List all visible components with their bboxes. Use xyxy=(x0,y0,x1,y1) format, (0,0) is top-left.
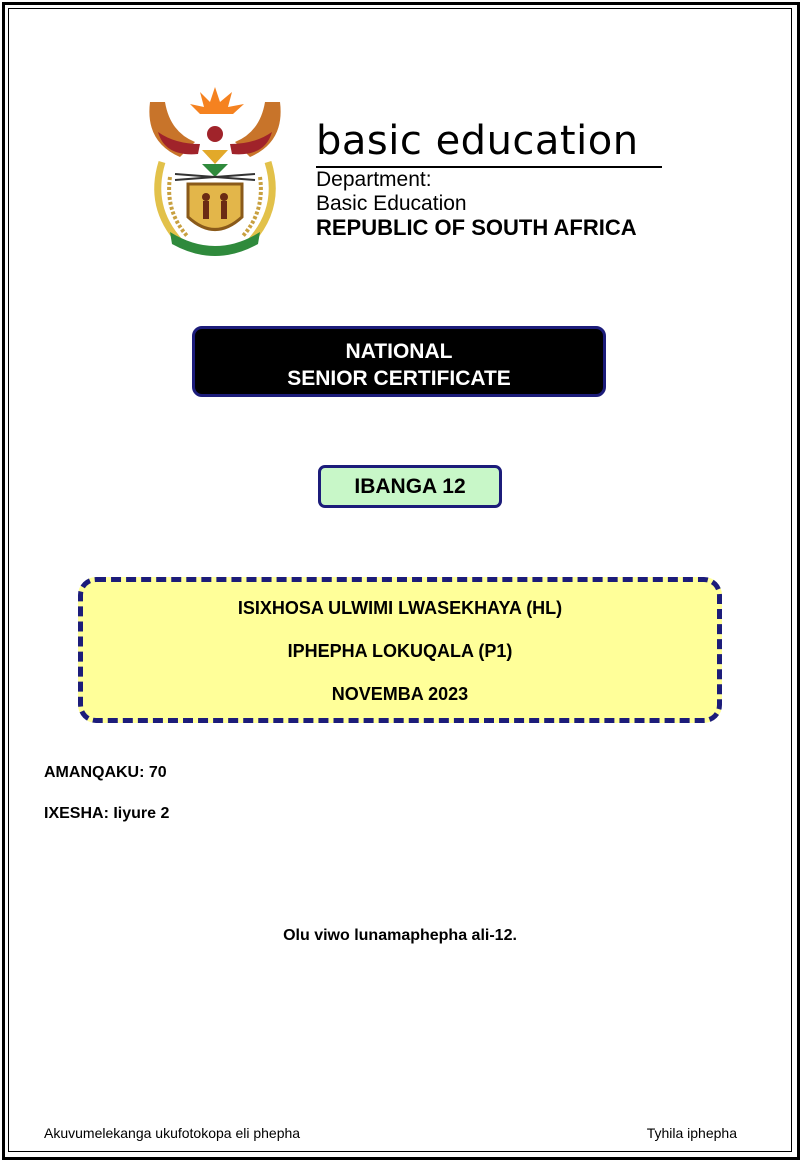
brand-title: basic education xyxy=(316,118,639,164)
certificate-line-1: NATIONAL xyxy=(345,340,453,363)
coat-of-arms-icon xyxy=(140,82,290,257)
exam-date: NOVEMBA 2023 xyxy=(331,684,469,704)
subject-info-box xyxy=(78,577,722,723)
department-name: Basic Education xyxy=(316,192,467,215)
paper-number: IPHEPHA LOKUQALA (P1) xyxy=(287,641,513,661)
marks-total: AMANQAKU: 70 xyxy=(44,764,167,781)
subject-name: ISIXHOSA ULWIMI LWASEKHAYA (HL) xyxy=(237,598,563,618)
department-branding xyxy=(316,118,666,240)
department-label: Department: xyxy=(316,168,432,191)
copyright-notice: Akuvumelekanga ukufotokopa eli phepha xyxy=(44,1125,301,1141)
grade-label: IBANGA 12 xyxy=(354,475,466,498)
turn-page-note: Tyhila iphepha xyxy=(646,1125,737,1141)
certificate-title-box xyxy=(192,326,606,397)
grade-badge xyxy=(318,465,502,508)
country-name: REPUBLIC OF SOUTH AFRICA xyxy=(316,215,637,240)
exam-duration: IXESHA: Iiyure 2 xyxy=(44,805,170,822)
coat-of-arms-logo xyxy=(140,82,290,257)
certificate-line-2: SENIOR CERTIFICATE xyxy=(287,367,511,390)
page-count-note: Olu viwo lunamaphepha ali-12. xyxy=(283,927,517,944)
